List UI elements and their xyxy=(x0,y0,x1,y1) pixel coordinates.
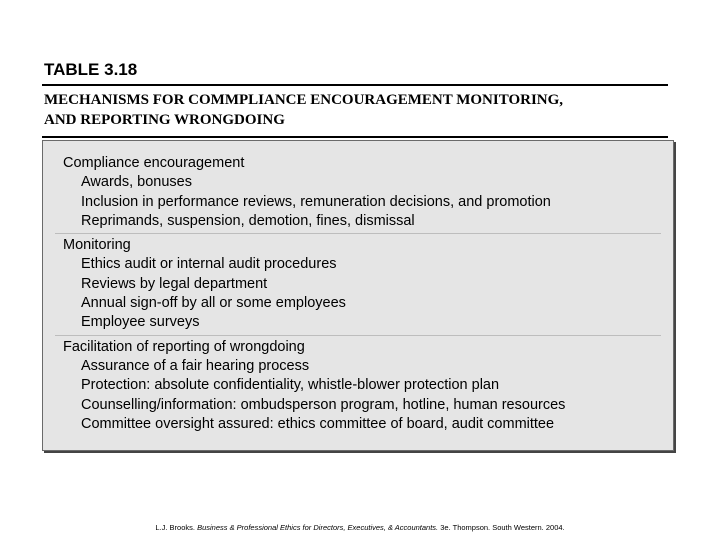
list-item: Reviews by legal department xyxy=(81,275,268,292)
list-item: Reprimands, suspension, demotion, fines, dismissal xyxy=(81,212,415,229)
list-item: Committee oversight assured: ethics committee of board, audit committee xyxy=(81,415,555,432)
section-heading: Facilitation of reporting of wrongdoing xyxy=(63,338,305,355)
list-item: Protection: absolute confidentiality, whistle-blower protection plan xyxy=(81,377,500,394)
table-title xyxy=(44,90,674,130)
list-item: Counselling/information: ombudsperson program, hotline, human resources xyxy=(81,396,566,413)
table-label: TABLE 3.18 xyxy=(44,60,138,79)
top-rule xyxy=(42,84,668,86)
list-item: Annual sign-off by all or some employees xyxy=(81,295,346,312)
section-compliance-encouragement xyxy=(43,154,673,231)
table-title-line-1: MECHANISMS FOR COMMPLIANCE ENCOURAGEMENT MONITORING, xyxy=(44,92,564,108)
list-item: Awards, bonuses xyxy=(81,174,192,191)
footer-author: L.J. Brooks. xyxy=(155,523,195,532)
table-title-line-2: AND REPORTING WRONGDOING xyxy=(44,112,285,128)
bottom-rule xyxy=(42,136,668,138)
list-item: Employee surveys xyxy=(81,314,200,331)
list-item: Inclusion in performance reviews, remuneration decisions, and promotion xyxy=(81,193,551,210)
list-item: Ethics audit or internal audit procedures xyxy=(81,256,337,273)
section-reporting-wrongdoing xyxy=(43,338,673,434)
footer-edition: 3e. Thompson. South Western. 2004. xyxy=(440,523,565,532)
table-body xyxy=(42,140,674,451)
footer-book-title: Business & Professional Ethics for Directors, Executives, & Accountants. xyxy=(197,523,439,532)
section-divider xyxy=(55,335,661,336)
list-item: Assurance of a fair hearing process xyxy=(81,357,310,374)
section-divider xyxy=(55,233,661,234)
section-monitoring xyxy=(43,236,673,332)
section-heading: Compliance encouragement xyxy=(63,155,245,171)
section-heading: Monitoring xyxy=(63,237,131,254)
citation-footer xyxy=(0,523,720,532)
